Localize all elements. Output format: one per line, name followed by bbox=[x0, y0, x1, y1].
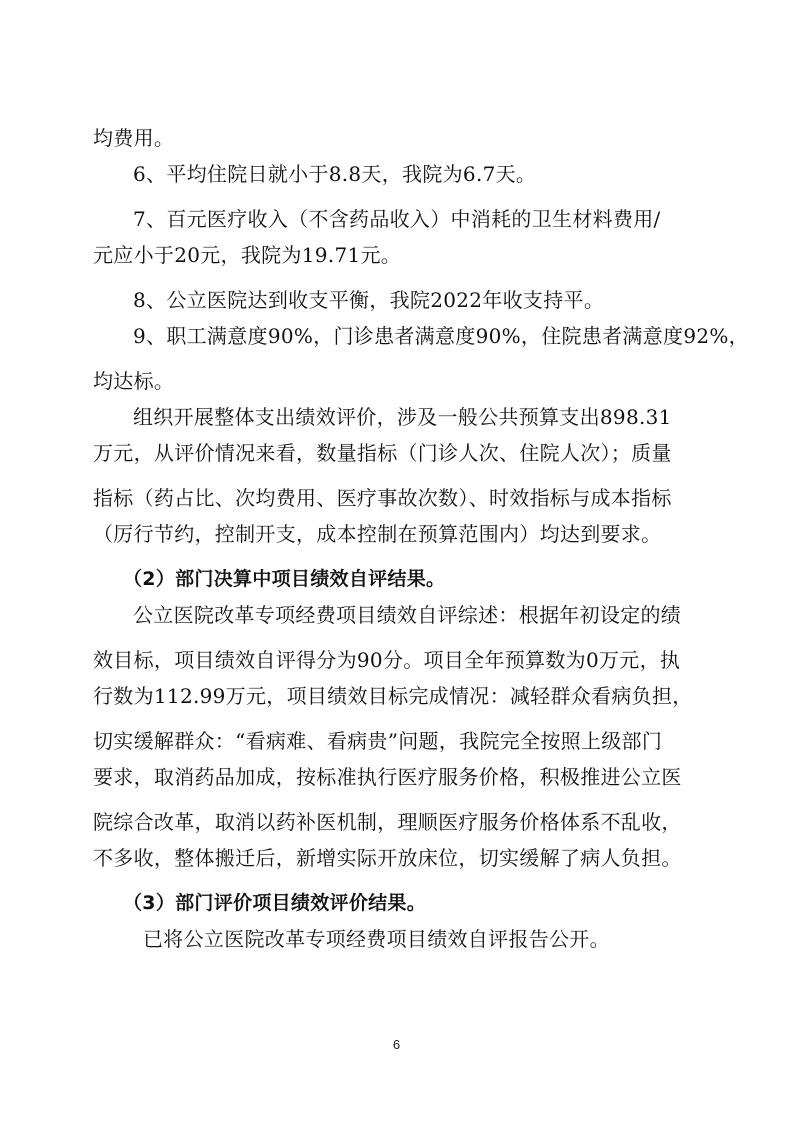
text-line: 院综合改革，取消以药补医机制，理顺医疗服务价格体系不乱收， bbox=[93, 810, 682, 834]
text-line: 组织开展整体支出绩效评价，涉及一般公共预算支出898.31 bbox=[133, 405, 672, 429]
page-number: 6 bbox=[392, 1037, 401, 1052]
text-line: 不多收，整体搬迁后，新增实际开放床位，切实缓解了病人负担。 bbox=[93, 846, 682, 870]
text-line: 已将公立医院改革专项经费项目绩效自评报告公开。 bbox=[143, 927, 610, 951]
section-heading: （2）部门决算中项目绩效自评结果。 bbox=[123, 568, 446, 590]
section-heading: （3）部门评价项目绩效评价结果。 bbox=[123, 892, 427, 914]
text-line: 元应小于20元，我院为19.71元。 bbox=[93, 243, 402, 267]
text-line: 万元，从评价情况来看，数量指标（门诊人次、住院人次）；质量 bbox=[93, 441, 672, 465]
text-line: 指标（药占比、次均费用、医疗事故次数）、时效指标与成本指标 bbox=[93, 486, 672, 510]
text-line: （厉行节约，控制开支，成本控制在预算范围内）均达到要求。 bbox=[93, 522, 662, 546]
text-line: 要求，取消药品加成，按标准执行医疗服务价格，积极推进公立医 bbox=[93, 765, 682, 789]
text-line: 均费用。 bbox=[93, 126, 175, 150]
text-line: 行数为112.99万元，项目绩效目标完成情况：减轻群众看病负担， bbox=[93, 684, 693, 708]
text-line: 效目标，项目绩效自评得分为90分。项目全年预算数为0万元，执 bbox=[93, 648, 681, 672]
text-line: 公立医院改革专项经费项目绩效自评综述：根据年初设定的绩 bbox=[133, 603, 682, 627]
text-line: 6、平均住院日就小于8.8天，我院为6.7天。 bbox=[133, 162, 537, 186]
text-line: 切实缓解群众：“看病难、看病贵”问题，我院完全按照上级部门 bbox=[93, 729, 663, 753]
text-line: 均达标。 bbox=[93, 369, 175, 393]
text-line: 7、百元医疗收入（不含药品收入）中消耗的卫生材料费用/ bbox=[133, 207, 661, 231]
text-line: 9、职工满意度90%，门诊患者满意度90%，住院患者满意度92%， bbox=[133, 324, 749, 348]
text-line: 8、公立医院达到收支平衡，我院2022年收支持平。 bbox=[133, 288, 605, 312]
